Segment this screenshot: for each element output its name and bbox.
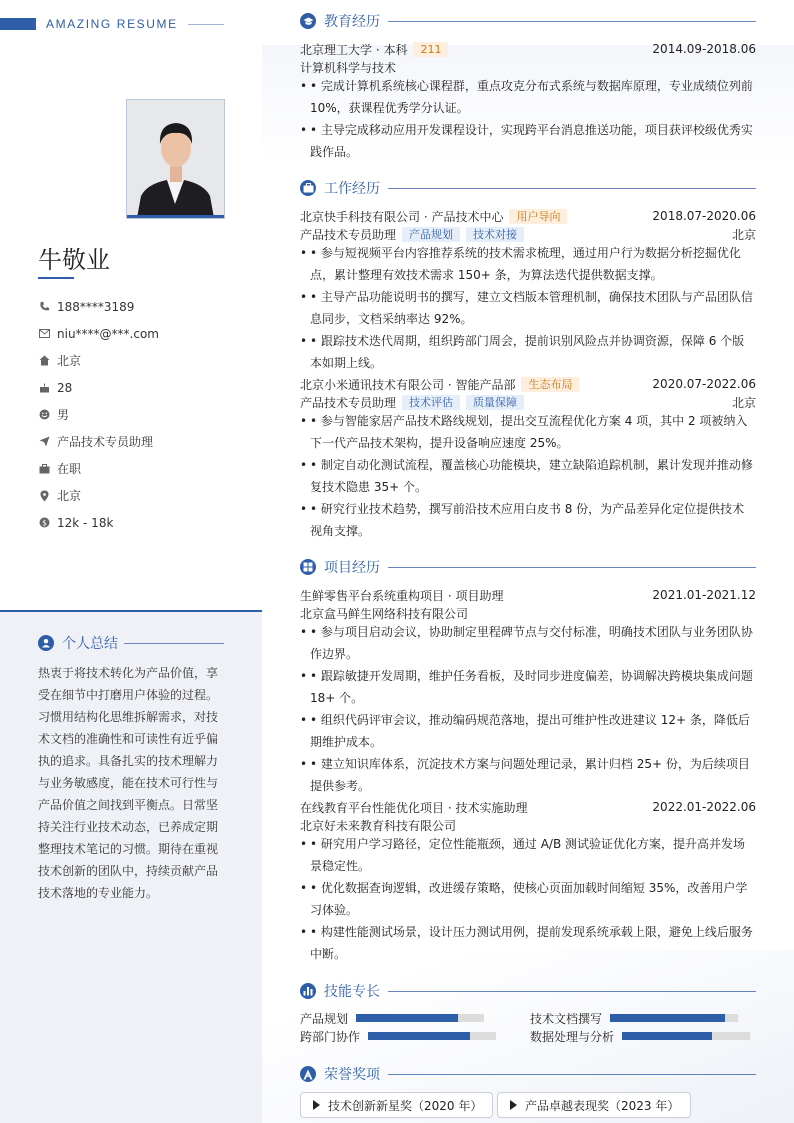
list-item: • • 主导产品功能说明书的撰写，建立文档版本管理机制，确保技术团队与产品团队信息同步，文档采纳率达 92%。 bbox=[300, 286, 756, 330]
job-role-row bbox=[300, 393, 756, 411]
location-text: 北京 bbox=[57, 354, 82, 368]
project-org-row bbox=[300, 604, 756, 622]
work-header bbox=[300, 179, 756, 197]
job-bullet: • 参与短视频平台内容推荐系统的技术需求梳理，通过用户行为数据分析挖掘优化点，累计整理有效技术需求 150+ 条，为算法迭代提供数据支撑。 bbox=[310, 246, 741, 282]
awards-header bbox=[300, 1065, 756, 1083]
education-bullet: • 主导完成移动应用开发课程设计，实现跨平台消息推送功能，项目获评校级优秀实践作品。 bbox=[310, 123, 753, 159]
bar-chart-icon bbox=[300, 983, 316, 999]
project-bullet: • 建立知识库体系，沉淀技术方案与问题处理记录，累计归档 25+ 份，为后续项目提供参考。 bbox=[310, 757, 750, 793]
award-label: 产品卓越表现奖（2023 年） bbox=[525, 1098, 680, 1113]
brand-header bbox=[0, 17, 224, 31]
job-bullet: • 跟踪技术迭代周期，组织跨部门周会，提前识别风险点并协调资源，保障 6 个版本如期上线。 bbox=[310, 334, 745, 370]
skill-bar-fill bbox=[356, 1014, 458, 1022]
project-bullet: • 构建性能测试场景，设计压力测试用例，提前发现系统承载上限，避免上线后服务中断。 bbox=[310, 925, 753, 961]
skill-bar-fill bbox=[368, 1032, 470, 1040]
info-email bbox=[38, 320, 248, 347]
job-period: 2018.07-2020.06 bbox=[652, 209, 756, 223]
job-tag: 用户导向 bbox=[509, 209, 567, 224]
brand-line bbox=[188, 24, 224, 25]
medal-icon bbox=[300, 1066, 316, 1082]
job-bullet: • 主导产品功能说明书的撰写，建立文档版本管理机制，确保技术团队与产品团队信息同步，文档采纳率达 92%。 bbox=[310, 290, 753, 326]
job-role: 产品技术专员助理 bbox=[300, 227, 397, 242]
school-name: 北京理工大学 · 本科 bbox=[300, 42, 408, 57]
project-name: 生鲜零售平台系统重构项目 · 项目助理 bbox=[300, 588, 504, 603]
skill-bar bbox=[368, 1032, 496, 1040]
job-company-row bbox=[300, 375, 756, 393]
job-city: 北京 bbox=[731, 395, 756, 410]
info-gender bbox=[38, 401, 248, 428]
home-icon bbox=[38, 355, 50, 367]
email-text: niu****@***.com bbox=[57, 326, 159, 341]
list-item: • • 优化数据查询逻辑，改进缓存策略，使核心页面加载时间缩短 35%，改善用户学习体验。 bbox=[300, 877, 756, 921]
job-company-row bbox=[300, 207, 756, 225]
major-name: 计算机科学与技术 bbox=[300, 60, 397, 75]
send-icon bbox=[38, 436, 50, 448]
list-item: • • 参与智能家居产品技术路线规划，提出交互流程优化方案 4 项，其中 2 项被纳入下一代产品技术架构，提升设备响应速度 25%。 bbox=[300, 410, 756, 454]
project-period: 2022.01-2022.06 bbox=[652, 800, 756, 814]
person-portrait-icon bbox=[127, 100, 224, 218]
project-bullet: • 参与项目启动会议，协助制定里程碑节点与交付标准，明确技术团队与业务团队协作边界。 bbox=[310, 625, 753, 661]
list-item: • • 制定自动化测试流程，覆盖核心功能模块，建立缺陷追踪机制，累计发现并推动修复技术隐患 35+ 个。 bbox=[300, 454, 756, 498]
job-skill-tag: 技术对接 bbox=[466, 227, 524, 242]
job-skill-tag: 产品规划 bbox=[402, 227, 460, 242]
award-label: 技术创新新星奖（2020 年） bbox=[328, 1098, 483, 1113]
projects-header bbox=[300, 558, 756, 576]
summary-divider bbox=[124, 643, 224, 644]
skill-bar-fill bbox=[610, 1014, 725, 1022]
job-bullet: • 研究行业技术趋势，撰写前沿技术应用白皮书 8 份，为产品差异化定位提供技术视角支撑。 bbox=[310, 502, 745, 538]
school-tag: 211 bbox=[413, 42, 448, 57]
awards-title: 荣誉奖项 bbox=[324, 1067, 380, 1083]
summary-text: 热衷于将技术转化为产品价值，享受在细节中打磨用户体验的过程。习惯用结构化思维拆解需求，对技术文档的准确性和可读性有近乎偏执的追求。具备扎实的技术理解力与业务敏感度，能在技术可行性与产品价值之间找到平衡点。日常坚持关注行业技术动态，已养成定期整理技术笔记的习惯。期待在重视技术创新的团队中，持续贡献产品技术落地的专业能力。 bbox=[38, 666, 219, 900]
job-city: 北京 bbox=[731, 227, 756, 242]
skill-name: 技术文档撰写 bbox=[530, 1011, 603, 1026]
skills-divider bbox=[388, 991, 756, 992]
gender-text: 男 bbox=[57, 408, 70, 422]
grid-icon bbox=[300, 559, 316, 575]
list-item: • • 跟踪技术迭代周期，组织跨部门周会，提前识别风险点并协调资源，保障 6 个版本如期上线。 bbox=[300, 330, 756, 374]
job-bullet: • 制定自动化测试流程，覆盖核心功能模块，建立缺陷追踪机制，累计发现并推动修复技术隐患 35+ 个。 bbox=[310, 458, 753, 494]
work-title: 工作经历 bbox=[324, 181, 380, 197]
job-skill-tag: 技术评估 bbox=[402, 395, 460, 410]
summary-title: 个人总结 bbox=[62, 636, 118, 652]
list-item: • • 完成计算机系统核心课程群，重点攻克分布式系统与数据库原理，专业成绩位列前10%，获课程优秀学分认证。 bbox=[300, 75, 756, 119]
education-major-row bbox=[300, 58, 756, 76]
name-underline bbox=[38, 277, 74, 279]
education-divider bbox=[388, 21, 756, 22]
award-badge bbox=[300, 1092, 493, 1118]
list-item: • • 构建性能测试场景，设计压力测试用例，提前发现系统承载上限，避免上线后服务中断。 bbox=[300, 921, 756, 965]
education-header bbox=[300, 12, 756, 30]
skill-name: 跨部门协作 bbox=[300, 1029, 361, 1044]
list-item: • • 组织代码评审会议，推动编码规范落地，提出可维护性改进建议 12+ 条，降低后期维护成本。 bbox=[300, 709, 756, 753]
svg-text:$: $ bbox=[41, 518, 47, 528]
project-bullet: • 跟踪敏捷开发周期，维护任务看板，及时同步进度偏差，协调解决跨模块集成问题 18+ 个。 bbox=[310, 669, 753, 705]
job-role: 产品技术专员助理 bbox=[300, 395, 397, 410]
profile-photo bbox=[126, 99, 225, 219]
salary-text: 12k - 18k bbox=[57, 515, 114, 530]
job-skill-tag: 质量保障 bbox=[466, 395, 524, 410]
education-bullet: • 完成计算机系统核心课程群，重点攻克分布式系统与数据库原理，专业成绩位列前10%，获课程优秀学分认证。 bbox=[310, 79, 753, 115]
brand-bar bbox=[0, 18, 36, 30]
project-name: 在线教育平台性能优化项目 · 技术实施助理 bbox=[300, 800, 528, 815]
briefcase-icon bbox=[300, 180, 316, 196]
info-location bbox=[38, 347, 248, 374]
list-item: • • 研究用户学习路径，定位性能瓶颈，通过 A/B 测试验证优化方案，提升高并发场景稳定性。 bbox=[300, 833, 756, 877]
list-item: • • 跟踪敏捷开发周期，维护任务看板，及时同步进度偏差，协调解决跨模块集成问题 18+ 个。 bbox=[300, 665, 756, 709]
education-title: 教育经历 bbox=[324, 14, 380, 30]
position-text: 产品技术专员助理 bbox=[57, 435, 154, 449]
contact-info bbox=[38, 293, 248, 536]
job-tag: 生态布局 bbox=[521, 377, 579, 392]
city-text: 北京 bbox=[57, 489, 82, 503]
project-org-row bbox=[300, 816, 756, 834]
play-triangle-icon bbox=[313, 1100, 320, 1110]
briefcase-icon bbox=[38, 463, 50, 475]
skill-item bbox=[530, 1010, 738, 1026]
skill-bar bbox=[622, 1032, 750, 1040]
photo-accent-bar bbox=[127, 215, 224, 218]
user-icon bbox=[38, 635, 54, 651]
education-school-row bbox=[300, 40, 756, 58]
project-bullet: • 组织代码评审会议，推动编码规范落地，提出可维护性改进建议 12+ 条，降低后期维护成本。 bbox=[310, 713, 750, 749]
projects-divider bbox=[388, 567, 756, 568]
age-text: 28 bbox=[57, 380, 73, 395]
job-period: 2020.07-2022.06 bbox=[652, 377, 756, 391]
phone-text: 188****3189 bbox=[57, 299, 135, 314]
info-salary bbox=[38, 509, 248, 536]
job-role-row bbox=[300, 225, 756, 243]
phone-icon bbox=[38, 301, 50, 313]
skill-bar bbox=[356, 1014, 484, 1022]
info-position bbox=[38, 428, 248, 455]
info-status bbox=[38, 455, 248, 482]
skill-item bbox=[530, 1028, 750, 1044]
info-age bbox=[38, 374, 248, 401]
project-name-row bbox=[300, 798, 756, 816]
cake-icon bbox=[38, 382, 50, 394]
skill-item bbox=[300, 1010, 484, 1026]
list-item: • • 参与短视频平台内容推荐系统的技术需求梳理，通过用户行为数据分析挖掘优化点，累计整理有效技术需求 150+ 条，为算法迭代提供数据支撑。 bbox=[300, 242, 756, 286]
skills-header bbox=[300, 982, 756, 1000]
brand-title: AMAZING RESUME bbox=[46, 17, 178, 31]
skill-bar bbox=[610, 1014, 738, 1022]
mail-icon bbox=[38, 328, 50, 340]
awards-divider bbox=[388, 1074, 756, 1075]
skill-name: 数据处理与分析 bbox=[530, 1029, 615, 1044]
skill-name: 产品规划 bbox=[300, 1011, 349, 1026]
project-bullet: • 优化数据查询逻辑，改进缓存策略，使核心页面加载时间缩短 35%，改善用户学习体验。 bbox=[310, 881, 748, 917]
list-item: • • 主导完成移动应用开发课程设计，实现跨平台消息推送功能，项目获评校级优秀实践作品。 bbox=[300, 119, 756, 163]
list-item: • • 研究行业技术趋势，撰写前沿技术应用白皮书 8 份，为产品差异化定位提供技术视角支撑。 bbox=[300, 498, 756, 542]
job-bullet: • 参与智能家居产品技术路线规划，提出交互流程优化方案 4 项，其中 2 项被纳入下一代产品技术架构，提升设备响应速度 25%。 bbox=[310, 414, 748, 450]
summary-header bbox=[38, 633, 224, 653]
project-period: 2021.01-2021.12 bbox=[652, 588, 756, 602]
skill-bar-fill bbox=[622, 1032, 712, 1040]
skills-title: 技能专长 bbox=[324, 984, 380, 1000]
skill-item bbox=[300, 1028, 496, 1044]
job-company: 北京快手科技有限公司 · 产品技术中心 bbox=[300, 209, 504, 224]
play-triangle-icon bbox=[510, 1100, 517, 1110]
money-icon bbox=[38, 517, 50, 529]
status-text: 在职 bbox=[57, 462, 82, 476]
work-divider bbox=[388, 188, 756, 189]
profile-name: 牛敬业 bbox=[38, 246, 110, 274]
project-org: 北京盒马鲜生网络科技有限公司 bbox=[300, 606, 469, 621]
award-badge bbox=[497, 1092, 691, 1118]
list-item: • • 建立知识库体系，沉淀技术方案与问题处理记录，累计归档 25+ 份，为后续项目提供参考。 bbox=[300, 753, 756, 797]
education-period: 2014.09-2018.06 bbox=[652, 42, 756, 56]
project-org: 北京好未来教育科技有限公司 bbox=[300, 818, 457, 833]
smile-icon bbox=[38, 409, 50, 421]
map-pin-icon bbox=[38, 490, 50, 502]
project-bullet: • 研究用户学习路径，定位性能瓶颈，通过 A/B 测试验证优化方案，提升高并发场景稳定性。 bbox=[310, 837, 746, 873]
project-name-row bbox=[300, 586, 756, 604]
graduation-cap-icon bbox=[300, 13, 316, 29]
job-company: 北京小米通讯技术有限公司 · 智能产品部 bbox=[300, 377, 516, 392]
list-item: • • 参与项目启动会议，协助制定里程碑节点与交付标准，明确技术团队与业务团队协作边界。 bbox=[300, 621, 756, 665]
info-city bbox=[38, 482, 248, 509]
projects-title: 项目经历 bbox=[324, 560, 380, 576]
info-phone bbox=[38, 293, 248, 320]
